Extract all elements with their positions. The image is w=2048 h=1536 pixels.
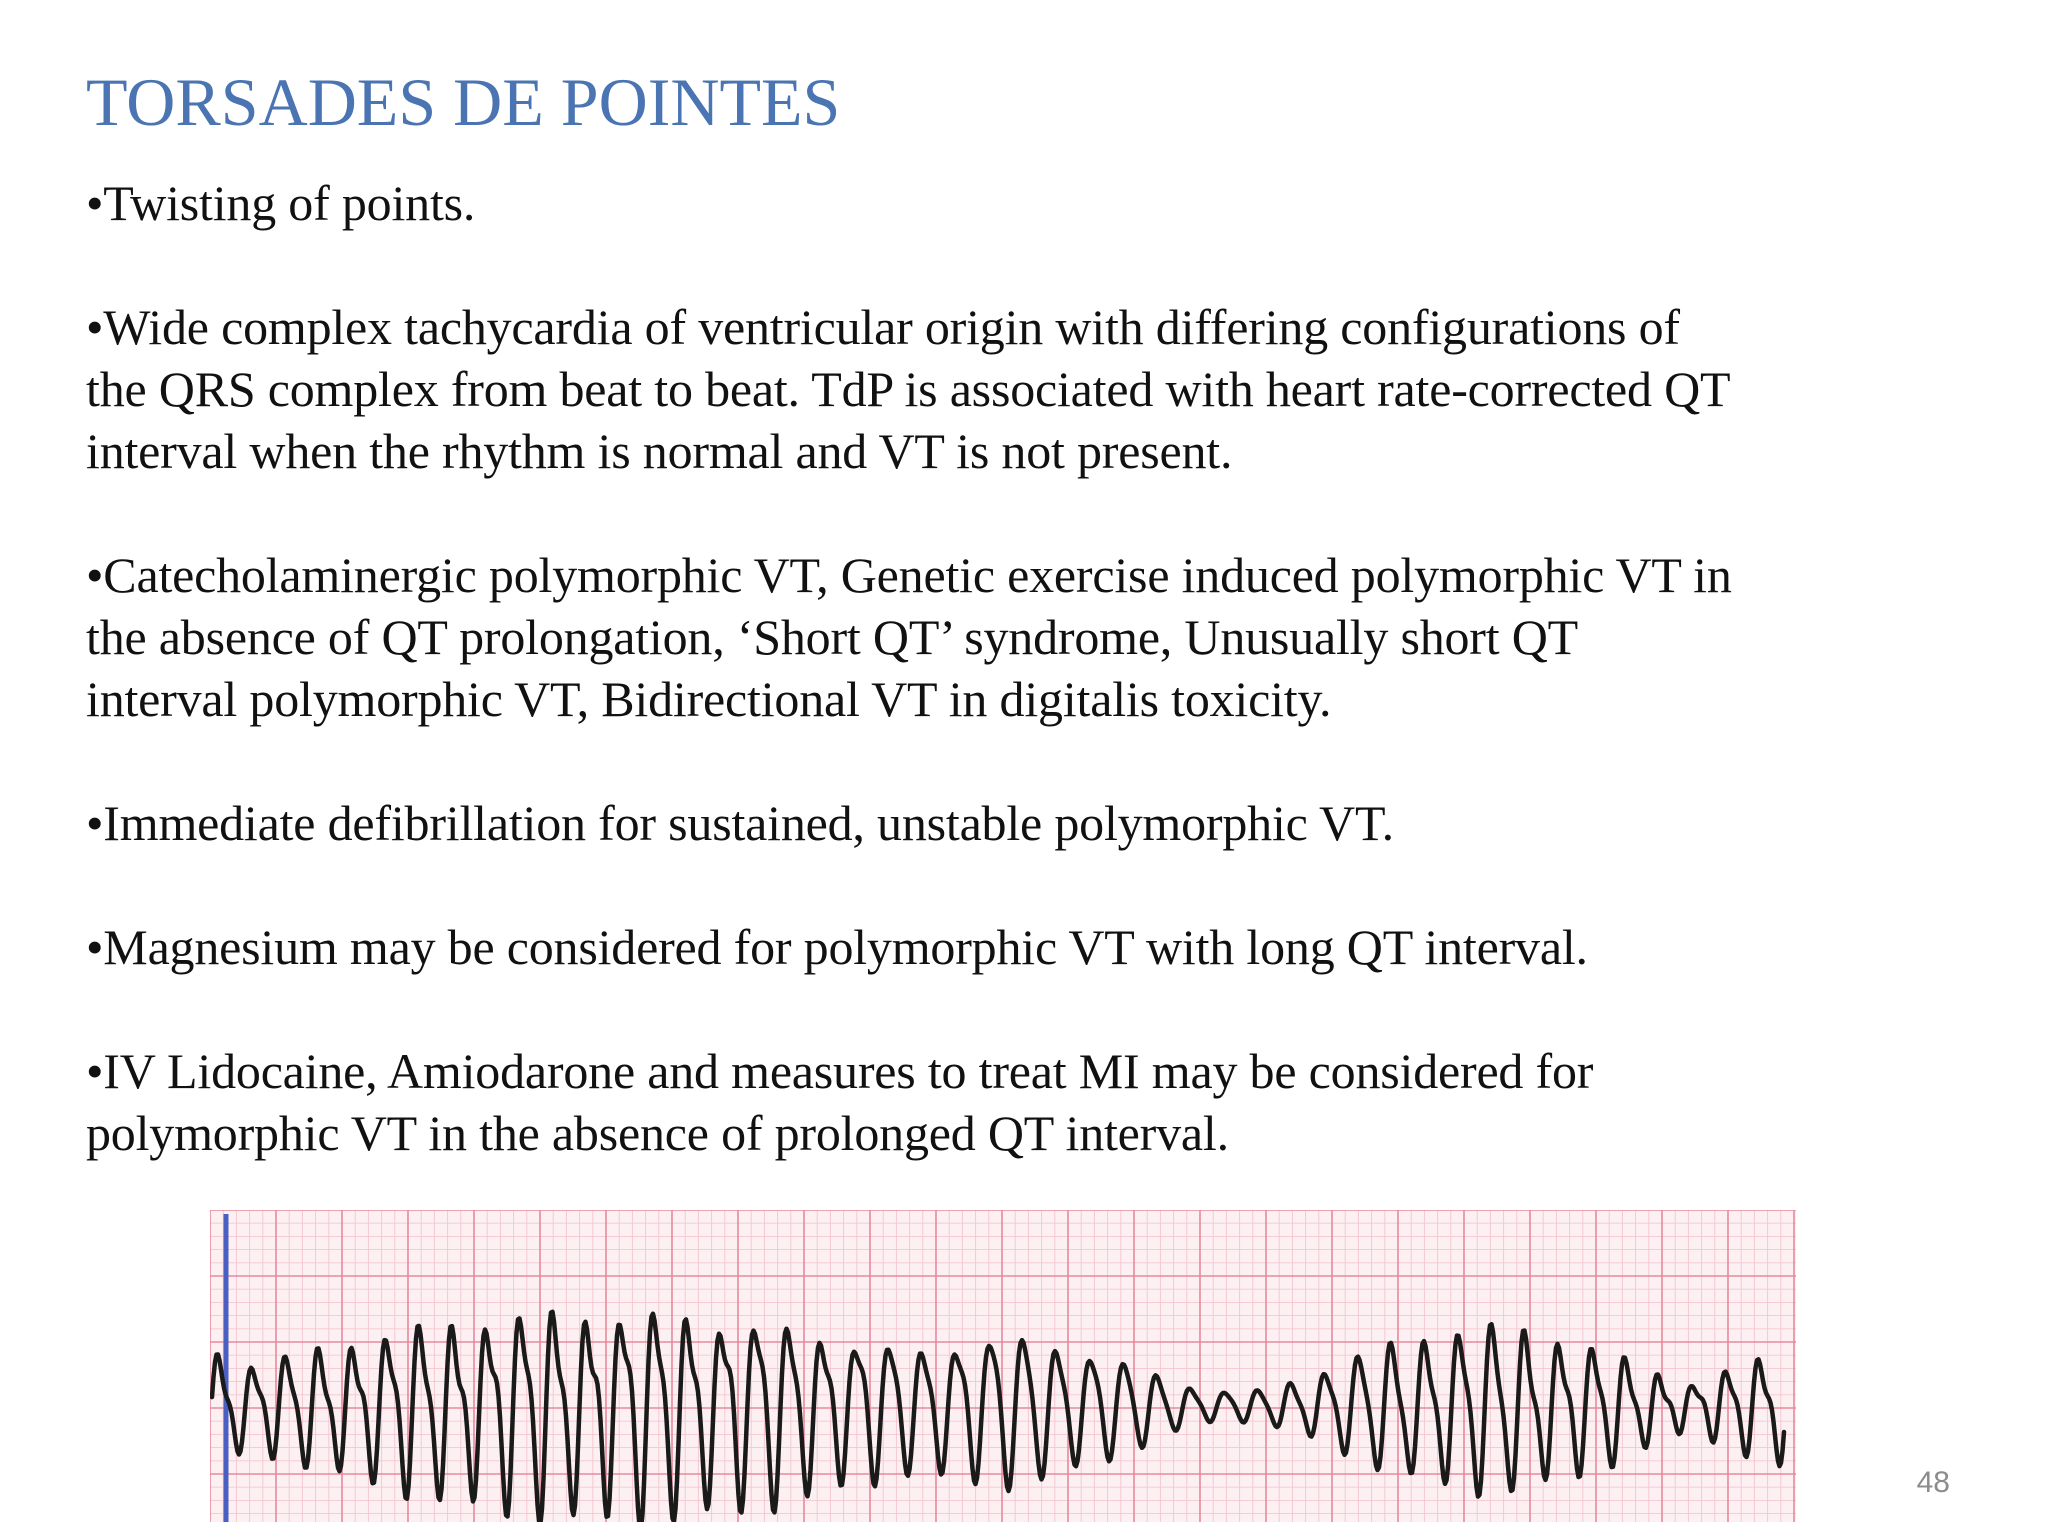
bullet-catecholaminergic (86, 544, 2006, 730)
bullet-line: •Twisting of points. (86, 175, 476, 231)
bullet-wide-complex (86, 296, 2006, 482)
bullet-line: interval when the rhythm is normal and VT is not present. (86, 423, 1233, 479)
bullet-line: the absence of QT prolongation, ‘Short QT’ syndrome, Unusually short QT (86, 609, 1579, 665)
bullet-line: •IV Lidocaine, Amiodarone and measures to treat MI may be considered for (86, 1043, 1594, 1099)
bullet-line: interval polymorphic VT, Bidirectional VT in digitalis toxicity. (86, 671, 1332, 727)
bullet-line: •Magnesium may be considered for polymorphic VT with long QT interval. (86, 919, 1588, 975)
bullet-line: •Catecholaminergic polymorphic VT, Genetic exercise induced polymorphic VT in (86, 547, 1732, 603)
bullet-twisting (86, 172, 2006, 234)
ecg-strip-image (210, 1210, 1796, 1522)
bullet-list (86, 172, 2006, 1226)
page-number: 48 (1916, 1466, 1950, 1499)
bullet-line: the QRS complex from beat to beat. TdP is associated with heart rate-corrected QT (86, 361, 1731, 417)
bullet-magnesium (86, 916, 2006, 978)
bullet-defibrillation (86, 792, 2006, 854)
slide-title: TORSADES DE POINTES (86, 64, 841, 140)
bullet-lidocaine (86, 1040, 2006, 1164)
bullet-line: •Wide complex tachycardia of ventricular origin with differing configurations of (86, 299, 1680, 355)
bullet-line: •Immediate defibrillation for sustained, unstable polymorphic VT. (86, 795, 1394, 851)
bullet-line: polymorphic VT in the absence of prolonged QT interval. (86, 1105, 1229, 1161)
